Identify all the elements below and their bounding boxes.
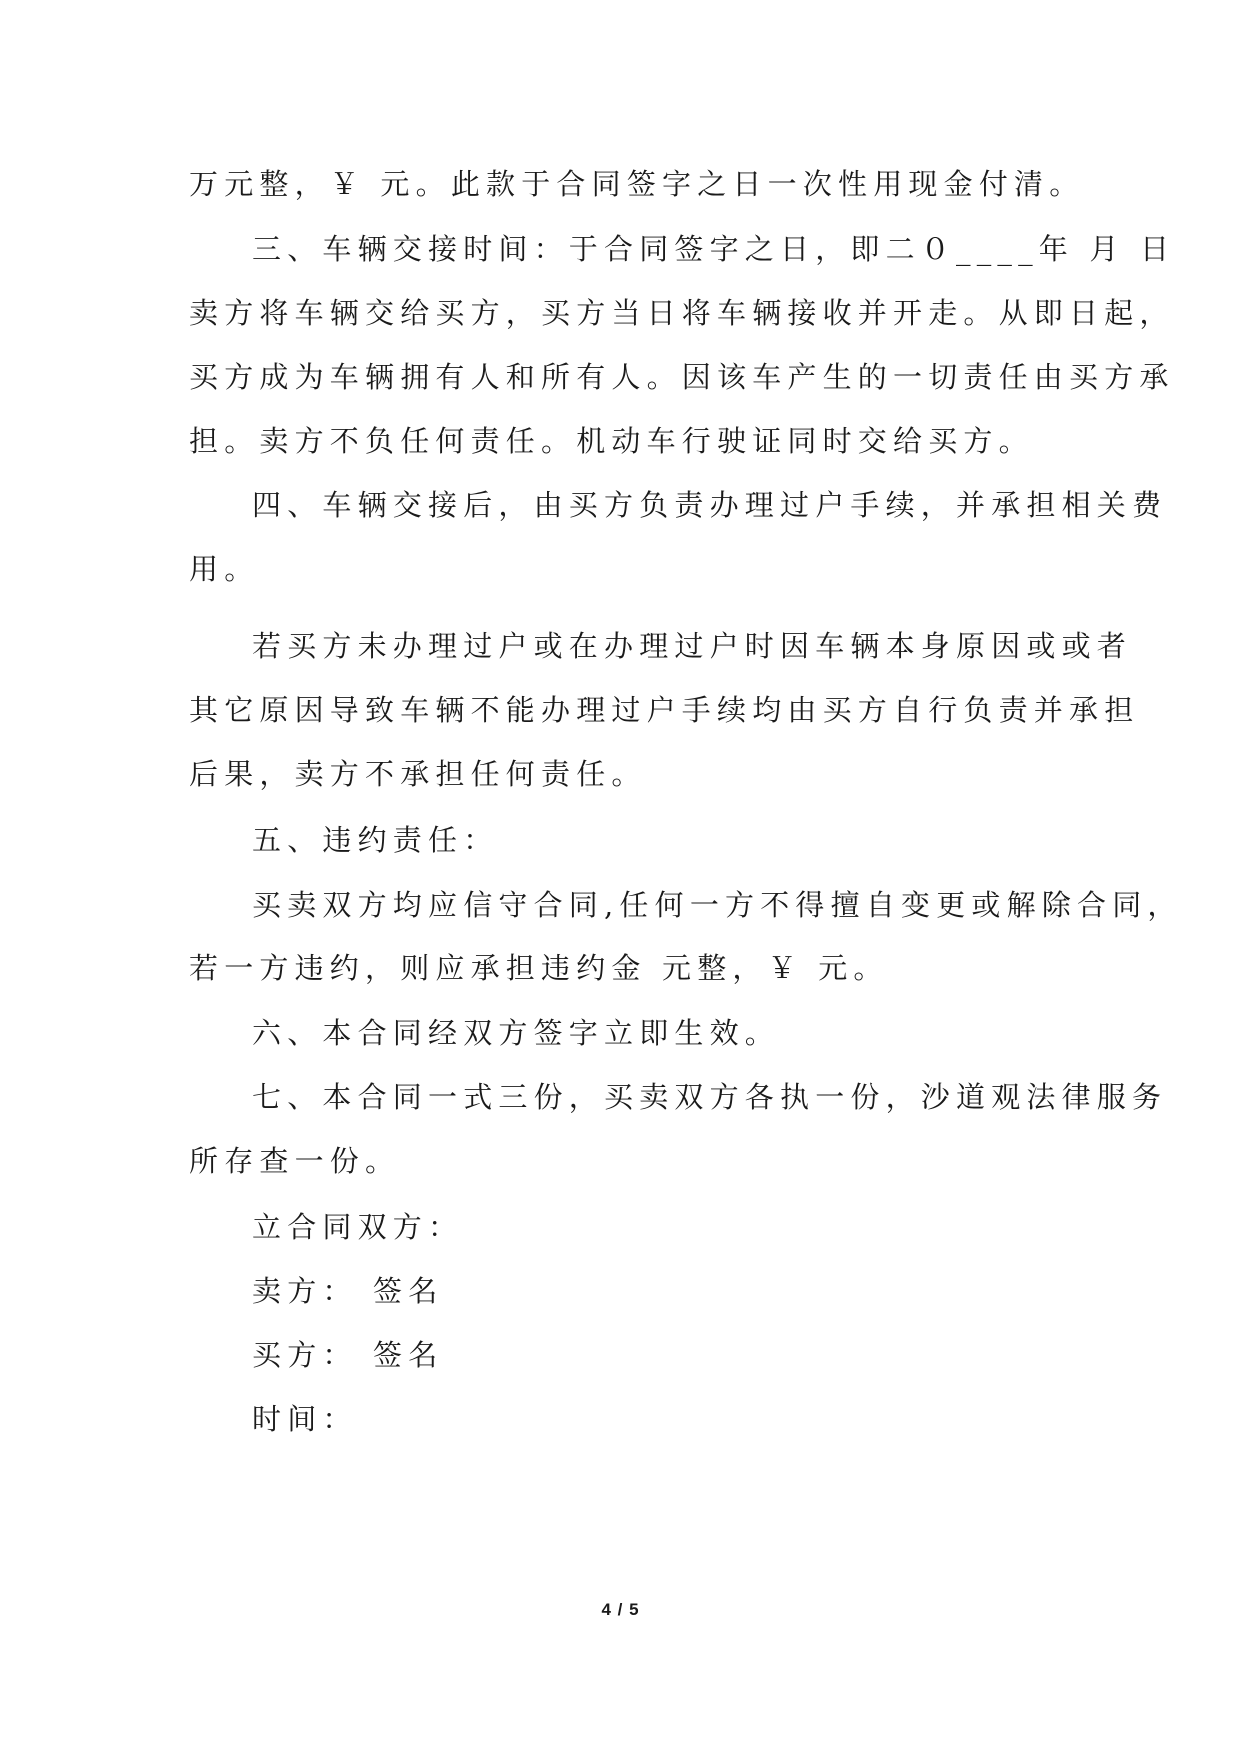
- text-line-13: 若一方违约，则应承担违约金 元整，￥ 元。: [189, 951, 889, 985]
- text-line-14: 六、本合同经双方签字立即生效。: [252, 1016, 781, 1050]
- text-line-19: 买方： 签名: [252, 1338, 444, 1372]
- text-line-4: 买方成为车辆拥有人和所有人。因该车产生的一切责任由买方承: [189, 360, 1175, 394]
- text-line-17: 立合同双方：: [252, 1210, 464, 1244]
- text-line-1: 万元整，￥ 元。此款于合同签字之日一次性用现金付清。: [189, 167, 1085, 201]
- text-line-20: 时间：: [252, 1402, 358, 1436]
- text-line-10: 后果，卖方不承担任何责任。: [189, 757, 647, 791]
- text-line-15: 七、本合同一式三份，买卖双方各执一份，沙道观法律服务: [252, 1080, 1168, 1114]
- text-line-2: 三、车辆交接时间：于合同签字之日，即二０____年 月 日: [252, 232, 1176, 266]
- text-line-3: 卖方将车辆交给买方，买方当日将车辆接收并开走。从即日起，: [189, 296, 1175, 330]
- text-line-9: 其它原因导致车辆不能办理过户手续均由买方自行负责并承担: [189, 693, 1140, 727]
- text-line-12: 买卖双方均应信守合同,任何一方不得擅自变更或解除合同，: [252, 888, 1183, 922]
- text-line-11: 五、违约责任：: [252, 823, 499, 857]
- text-line-6: 四、车辆交接后，由买方负责办理过户手续，并承担相关费: [252, 488, 1168, 522]
- text-line-7: 用。: [189, 552, 260, 586]
- text-line-8: 若买方未办理过户或在办理过户时因车辆本身原因或或者: [252, 629, 1133, 663]
- text-line-16: 所存查一份。: [189, 1144, 401, 1178]
- page-number: 4 / 5: [601, 1600, 640, 1619]
- text-line-5: 担。卖方不负任何责任。机动车行驶证同时交给买方。: [189, 424, 1034, 458]
- text-line-18: 卖方： 签名: [252, 1274, 444, 1308]
